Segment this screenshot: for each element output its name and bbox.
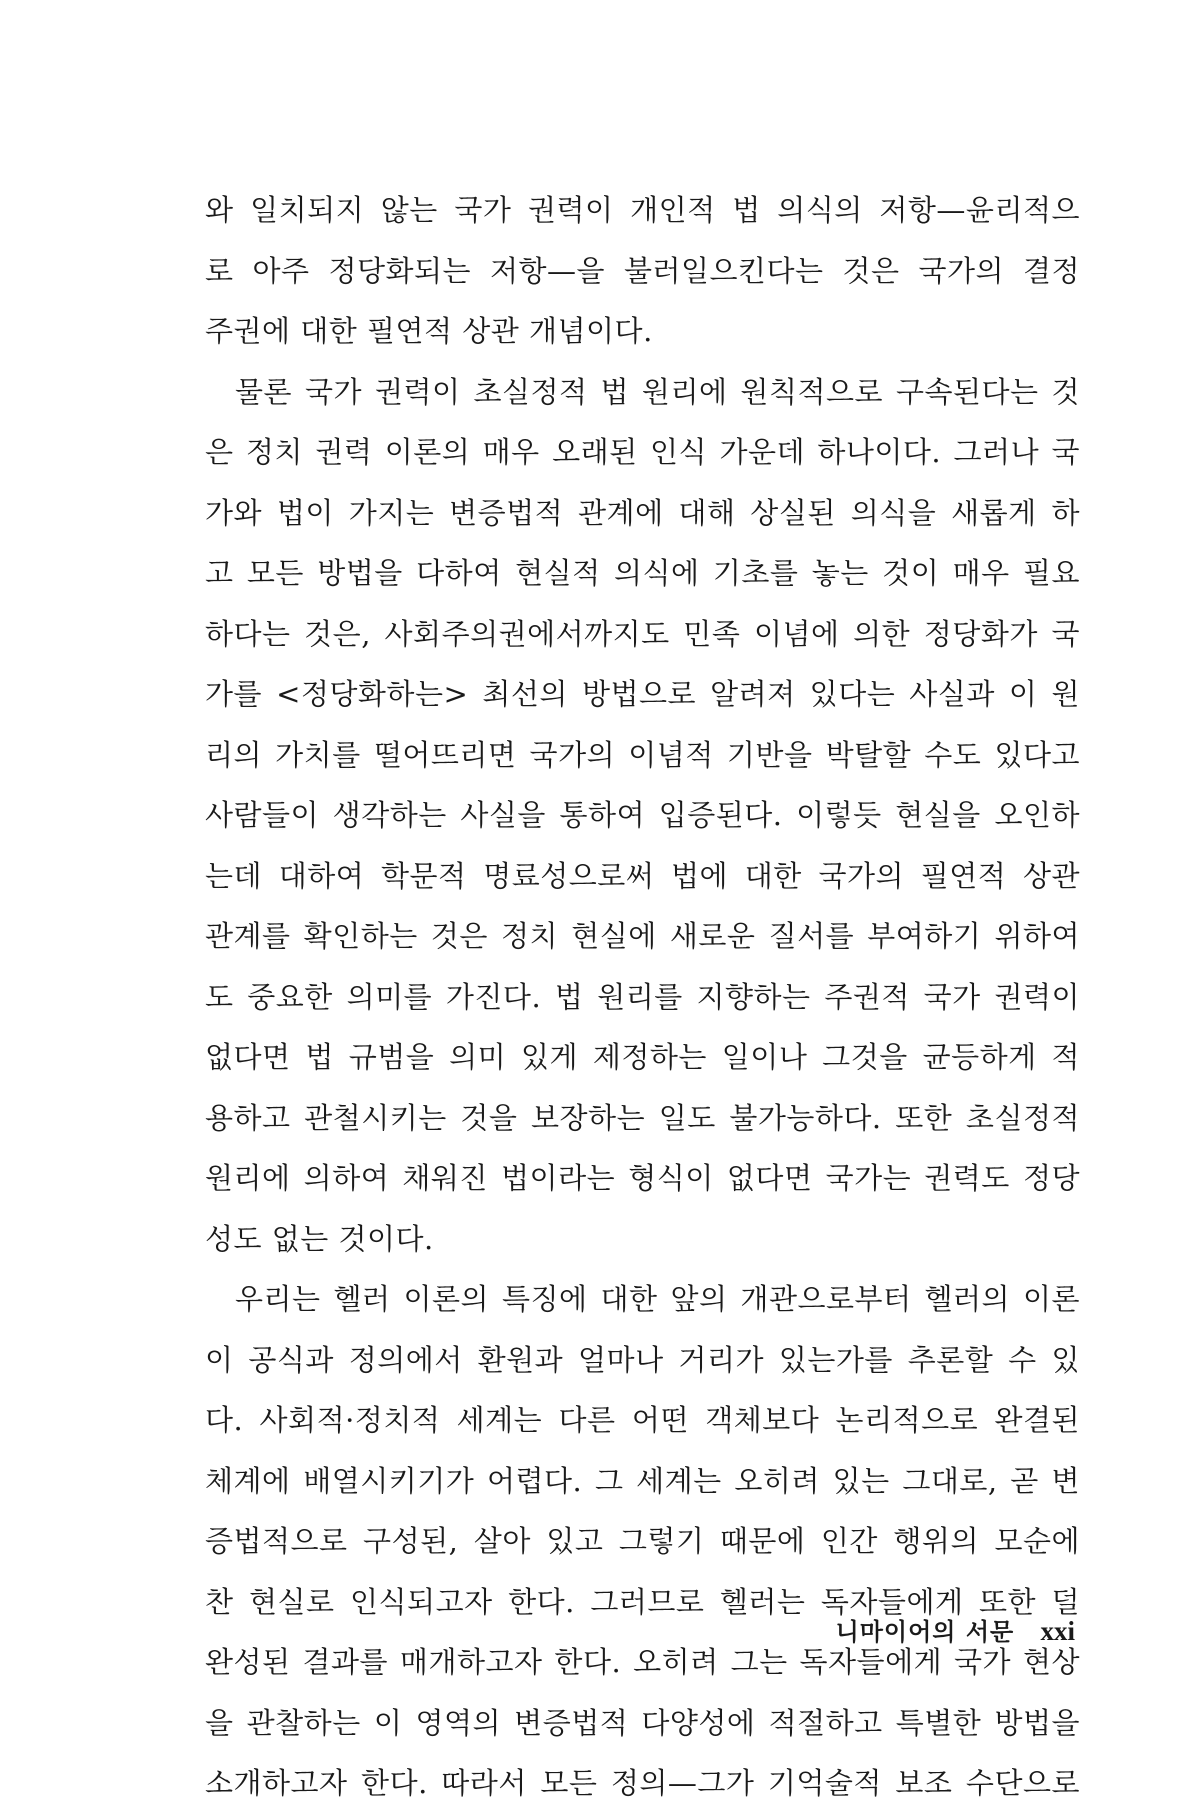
text-line: 고 모든 방법을 다하여 현실적 의식에 기초를 놓는 것이 매우 필요: [205, 556, 1080, 590]
text-line: 없다면 법 규범을 의미 있게 제정하는 일이나 그것을 균등하게 적: [205, 1040, 1080, 1074]
text-line: 증법적으로 구성된, 살아 있고 그렇기 때문에 인간 행위의 모순에: [205, 1524, 1080, 1558]
text-line: 이 공식과 정의에서 환원과 얼마나 거리가 있는가를 추론할 수 있: [205, 1342, 1080, 1377]
text-line: 주권에 대한 필연적 상관 개념이다.: [205, 314, 653, 348]
text-line: 찬 현실로 인식되고자 한다. 그러므로 헬러는 독자들에게 또한 덜: [205, 1584, 1080, 1619]
text-line: 용하고 관철시키는 것을 보장하는 일도 불가능하다. 또한 초실정적: [205, 1100, 1080, 1135]
text-line: 도 중요한 의미를 가진다. 법 원리를 지향하는 주권적 국가 권력이: [205, 979, 1080, 1014]
text-line: 리의 가치를 떨어뜨리면 국가의 이념적 기반을 박탈할 수도 있다고: [205, 737, 1080, 772]
running-head: 니마이어의 서문: [835, 1618, 1015, 1646]
page-footer: [836, 1612, 1075, 1647]
text-line: 하다는 것은, 사회주의권에서까지도 민족 이념에 의한 정당화가 국: [205, 616, 1080, 651]
text-line: 소개하고자 한다. 따라서 모든 정의—그가 기억술적 보조 수단으로: [205, 1766, 1080, 1800]
text-line: 원리에 의하여 채워진 법이라는 형식이 없다면 국가는 권력도 정당: [205, 1161, 1080, 1195]
text-line: 는데 대하여 학문적 명료성으로써 법에 대한 국가의 필연적 상관: [205, 858, 1080, 893]
page-number: xxi: [1040, 1616, 1075, 1646]
text-line: 체계에 배열시키기가 어렵다. 그 세계는 오히려 있는 그대로, 곧 변: [205, 1463, 1080, 1498]
text-line: 다. 사회적·정치적 세계는 다른 어떤 객체보다 논리적으로 완결된: [205, 1403, 1080, 1437]
text-line: 물론 국가 권력이 초실정적 법 원리에 원칙적으로 구속된다는 것: [235, 374, 1080, 409]
text-line: 완성된 결과를 매개하고자 한다. 오히려 그는 독자들에게 국가 현상: [205, 1645, 1080, 1679]
text-line: 와 일치되지 않는 국가 권력이 개인적 법 의식의 저항—윤리적으: [205, 193, 1080, 227]
text-line: 가를 <정당화하는> 최선의 방법으로 알려져 있다는 사실과 이 원: [205, 677, 1080, 711]
text-line: 성도 없는 것이다.: [205, 1221, 434, 1256]
body-text: [205, 180, 1080, 1814]
text-line: 우리는 헬러 이론의 특징에 대한 앞의 개관으로부터 헬러의 이론: [235, 1282, 1080, 1316]
text-line: 가와 법이 가지는 변증법적 관계에 대해 상실된 의식을 새롭게 하: [205, 495, 1080, 530]
text-line: 은 정치 권력 이론의 매우 오래된 인식 가운데 하나이다. 그러나 국: [205, 435, 1080, 469]
text-line: 관계를 확인하는 것은 정치 현실에 새로운 질서를 부여하기 위하여: [205, 919, 1080, 953]
text-line: 사람들이 생각하는 사실을 통하여 입증된다. 이렇듯 현실을 오인하: [205, 798, 1080, 832]
text-line: 로 아주 정당화되는 저항—을 불러일으킨다는 것은 국가의 결정: [205, 253, 1080, 288]
text-line: 을 관찰하는 이 영역의 변증법적 다양성에 적절하고 특별한 방법을: [205, 1705, 1080, 1740]
